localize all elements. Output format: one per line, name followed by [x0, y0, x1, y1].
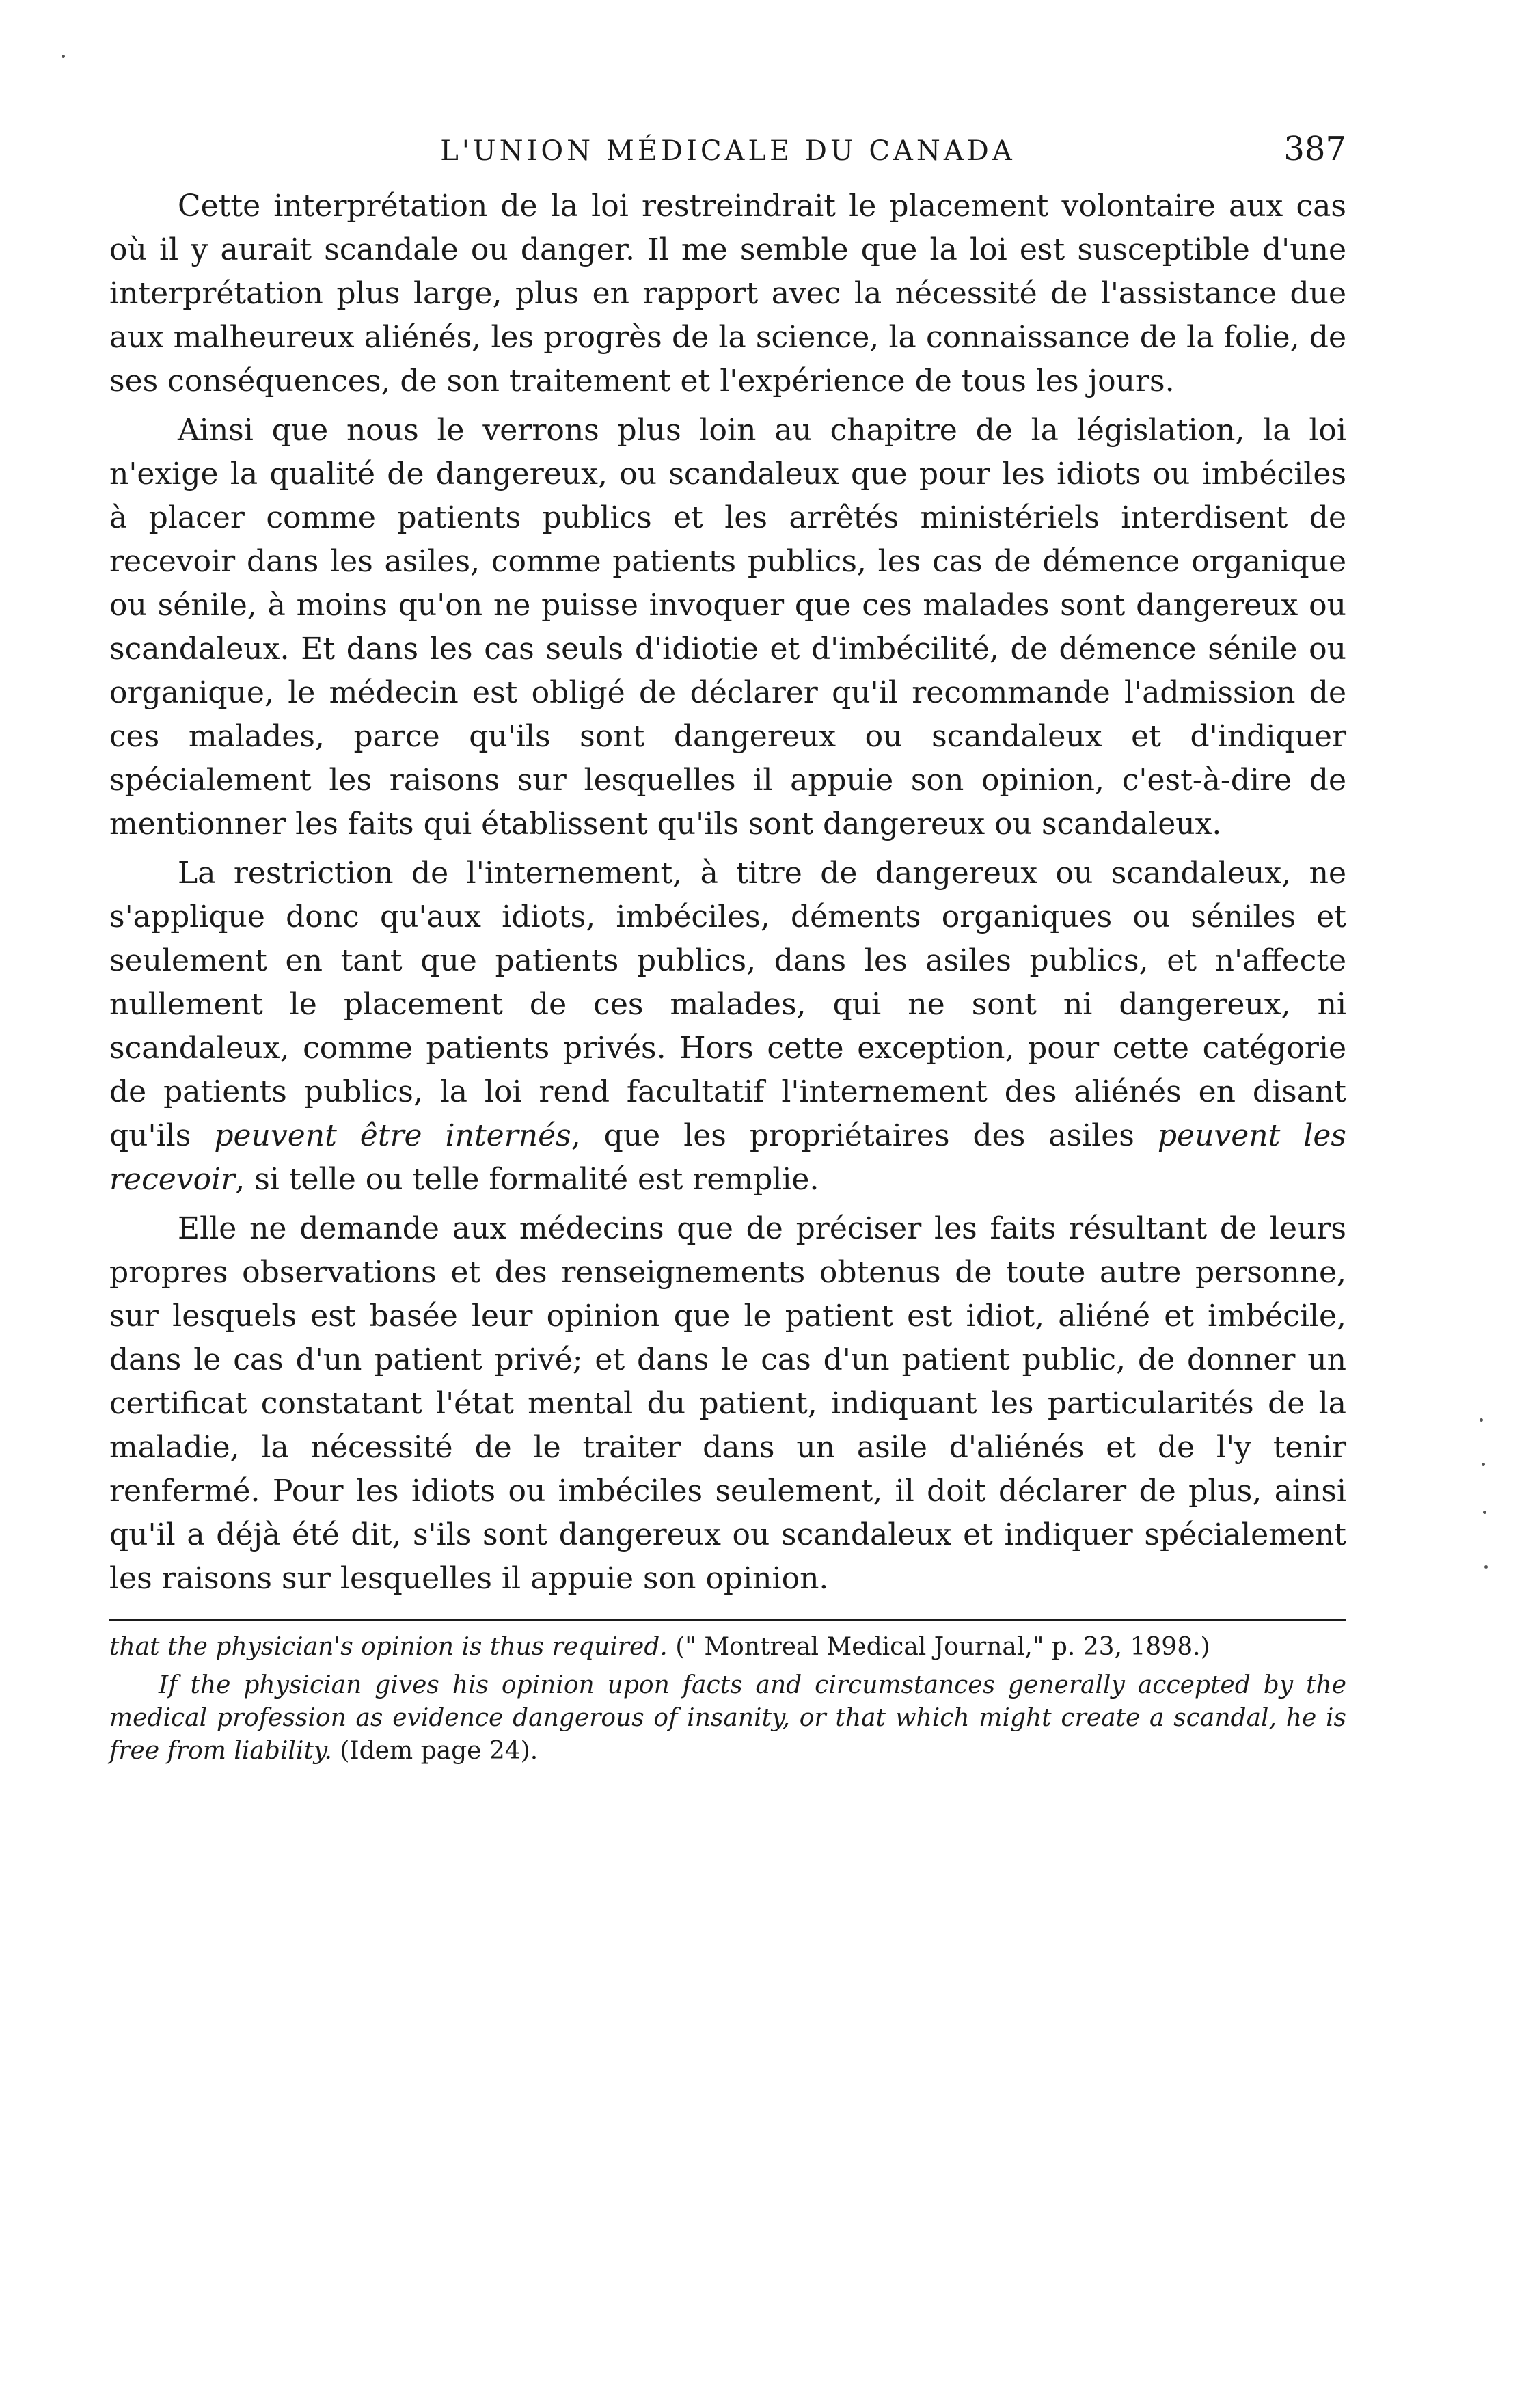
body-paragraph-2: Ainsi que nous le verrons plus loin au chapitre de la législation, la loi n'exige la qualité de dangereux, ou scandaleux que pour les idiots ou imbéciles à placer comme patients publics et les arrêtés ministériels interdisent de recevoir dans les asiles, comme patients publics, les cas de démence organique ou sénile, à moins qu'on ne puisse invoquer que ces malades sont dangereux ou scandaleux. Et dans les cas seuls d'idiotie et d'imbécilité, de démence sénile ou organique, le médecin est obligé de déclarer qu'il recommande l'admission de ces malades, parce qu'ils sont dangereux ou scandaleux et d'indiquer spécialement les raisons sur lesquelles il appuie son opinion, c'est-à-dire de mentionner les faits qui établissent qu'ils sont dangereux ou scandaleux.	[109, 413, 1346, 841]
footnote-1	[109, 1631, 1346, 1664]
footnote-1-citation: (" Montreal Medical Journal," p. 23, 1898.)	[675, 1633, 1210, 1661]
page-number: 387	[1283, 130, 1346, 168]
body-paragraph-4: Elle ne demande aux médecins que de préciser les faits résultant de leurs propres observations et des renseignements obtenus de toute autre personne, sur lesquels est basée leur opinion que le patient est idiot, aliéné et imbécile, dans le cas d'un patient privé; et dans le cas d'un patient public, de donner un certificat constatant l'état mental du patient, indiquant les particularités de la maladie, la nécessité de le traiter dans un asile d'aliénés et de l'y tenir renfermé. Pour les idiots ou imbéciles seulement, il doit déclarer de plus, ainsi qu'il a déjà été dit, s'ils sont dangereux ou scandaleux et indiquer spécialement les raisons sur lesquelles il appuie son opinion.	[109, 1211, 1346, 1596]
scan-speck	[1480, 1418, 1483, 1422]
paragraph-3-italic-a: peuvent être internés	[214, 1118, 571, 1153]
paragraph-3-text-b: , que les propriétaires des asiles	[571, 1118, 1158, 1153]
paragraph-3-text-a: La restriction de l'internement, à titre de dangereux ou scandaleux, ne s'applique donc qu'aux idiots, imbéciles, déments organiques ou séniles et seulement en tant que patients publics, dans les asiles publics, et n'affecte nullement le placement de ces malades, qui ne sont ni dangereux, ni scandaleux, comme patients privés. Hors cette exception, pour cette catégorie de patients publics, la loi rend facultatif l'internement des aliénés en disant qu'ils	[109, 856, 1346, 1153]
footnote-2	[109, 1669, 1346, 1768]
footnote-rule	[109, 1619, 1346, 1621]
footnote-1-text: that the physician's opinion is thus required.	[109, 1633, 668, 1661]
scan-speck	[1484, 1565, 1488, 1569]
paragraph-3-italic-b: peuvent les recevoir	[109, 1118, 1347, 1197]
scan-speck	[62, 55, 65, 58]
paragraph-3-text-c: , si telle ou telle formalité est remplie.	[235, 1162, 819, 1197]
scan-speck	[1483, 1511, 1486, 1514]
page-header	[109, 130, 1346, 185]
body-paragraph-1: Cette interprétation de la loi restreindrait le placement volontaire aux cas où il y aurait scandale ou danger. Il me semble que la loi est susceptible d'une interprétation plus large, plus en rapport avec la nécessité de l'assistance due aux malheureux aliénés, les progrès de la science, la connaissance de la folie, de ses conséquences, de son traitement et l'expérience de tous les jours.	[109, 189, 1346, 398]
document-page	[109, 130, 1346, 1768]
footnote-2-text: If the physician gives his opinion upon facts and circumstances generally accepted by the medical profession as evidence dangerous of insanity, or that which might create a scandal, he is free from liability.	[109, 1671, 1346, 1765]
scan-speck	[1482, 1463, 1485, 1466]
body-paragraph-3	[109, 852, 1346, 1202]
running-title: L'UNION MÉDICALE DU CANADA	[440, 135, 1016, 167]
footnote-2-citation: (Idem page 24).	[340, 1737, 539, 1765]
